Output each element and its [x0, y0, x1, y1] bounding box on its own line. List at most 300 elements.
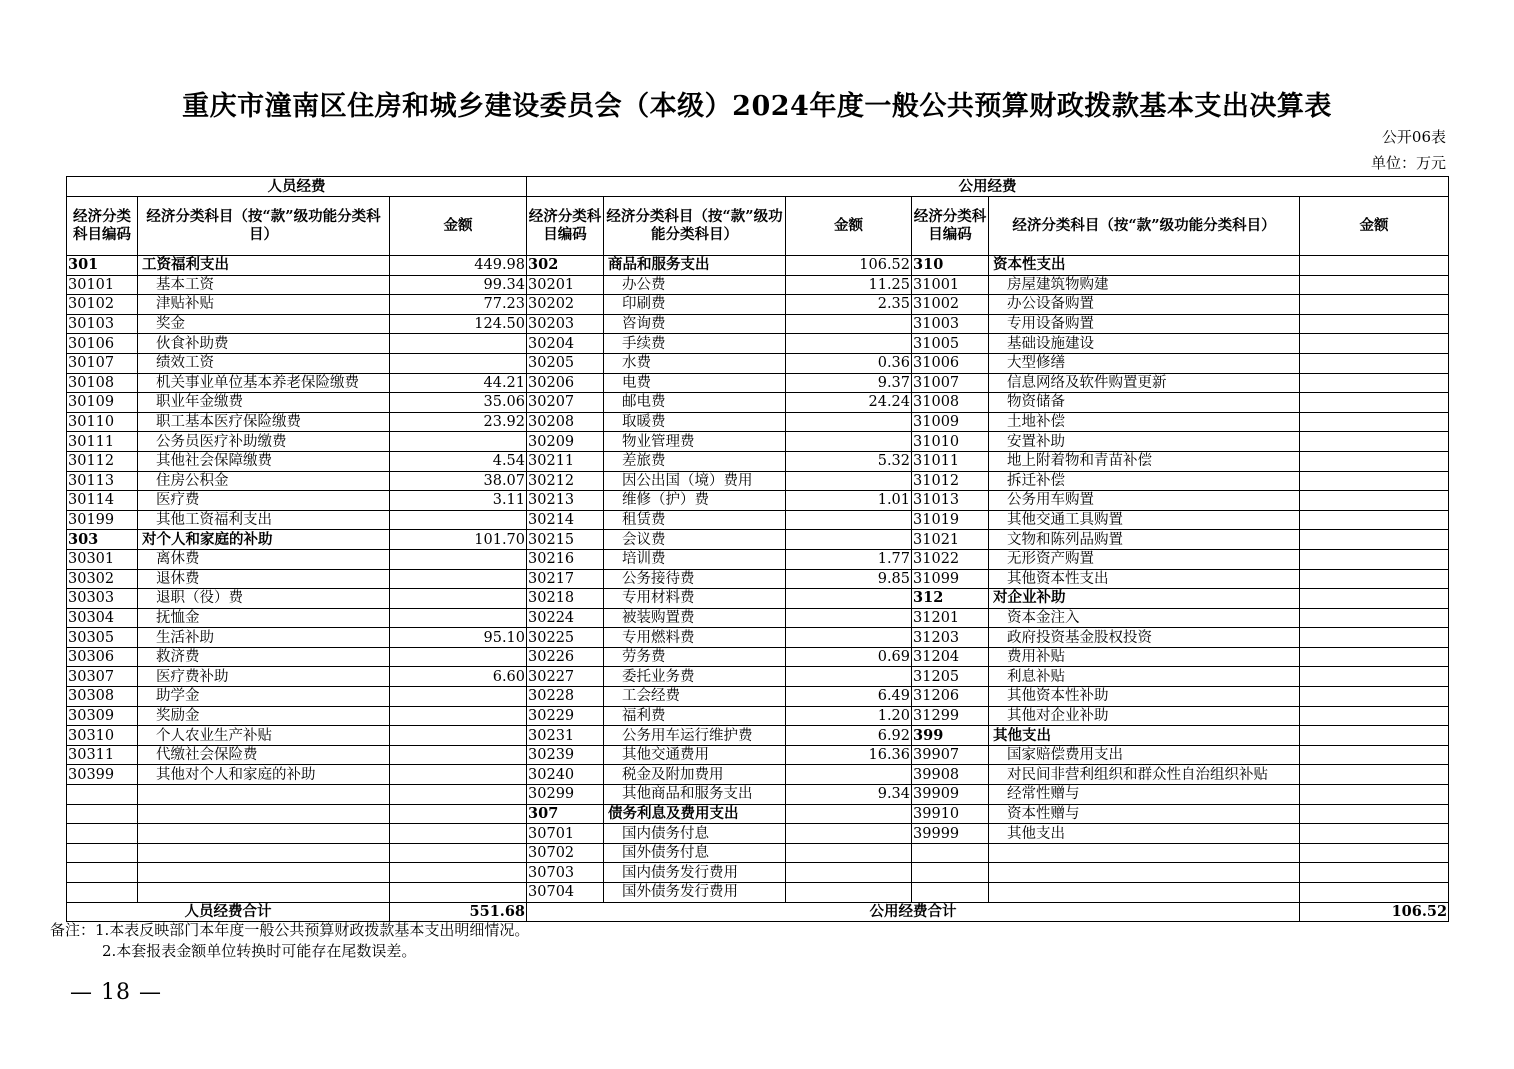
amount-cell — [1300, 275, 1449, 295]
amount-cell: 3.11 — [390, 491, 527, 511]
table-row — [67, 765, 1449, 785]
code-cell: 303 — [67, 530, 138, 550]
code-cell: 31003 — [912, 314, 989, 334]
name-cell: 职业年金缴费 — [138, 393, 390, 413]
amount-cell — [390, 765, 527, 785]
table-row — [67, 314, 1449, 334]
code-cell: 31206 — [912, 687, 989, 707]
code-cell: 30309 — [67, 706, 138, 726]
header-code: 经济分类科目编码 — [527, 197, 604, 256]
amount-cell: 106.52 — [786, 256, 912, 276]
code-cell: 30229 — [527, 706, 604, 726]
amount-cell: 77.23 — [390, 295, 527, 315]
public-total-value: 106.52 — [1300, 902, 1449, 922]
name-cell: 专用燃料费 — [604, 628, 786, 648]
amount-cell — [1300, 667, 1449, 687]
code-cell: 30231 — [527, 726, 604, 746]
amount-cell — [786, 765, 912, 785]
name-cell: 国家赔偿费用支出 — [989, 745, 1300, 765]
amount-cell — [1300, 804, 1449, 824]
name-cell: 职工基本医疗保险缴费 — [138, 412, 390, 432]
code-cell: 30224 — [527, 608, 604, 628]
amount-cell: 99.34 — [390, 275, 527, 295]
name-cell: 手续费 — [604, 334, 786, 354]
amount-cell — [786, 314, 912, 334]
code-cell: 30301 — [67, 549, 138, 569]
name-cell: 咨询费 — [604, 314, 786, 334]
name-cell: 绩效工资 — [138, 353, 390, 373]
code-cell: 39908 — [912, 765, 989, 785]
amount-cell — [1300, 256, 1449, 276]
code-cell: 30212 — [527, 471, 604, 491]
code-cell: 39907 — [912, 745, 989, 765]
code-cell — [67, 785, 138, 805]
amount-cell — [390, 647, 527, 667]
table-row — [67, 432, 1449, 452]
code-cell: 31019 — [912, 510, 989, 530]
code-cell: 30209 — [527, 432, 604, 452]
table-row — [67, 863, 1449, 883]
amount-cell — [390, 883, 527, 903]
amount-cell: 2.35 — [786, 295, 912, 315]
table-row — [67, 628, 1449, 648]
amount-cell: 38.07 — [390, 471, 527, 491]
name-cell: 其他支出 — [989, 824, 1300, 844]
code-cell: 31022 — [912, 549, 989, 569]
amount-cell — [1300, 785, 1449, 805]
page-number: — 18 — — [70, 980, 162, 1005]
name-cell: 其他工资福利支出 — [138, 510, 390, 530]
amount-cell — [786, 334, 912, 354]
table-row — [67, 608, 1449, 628]
amount-cell — [1300, 295, 1449, 315]
code-cell: 30306 — [67, 647, 138, 667]
code-cell: 30305 — [67, 628, 138, 648]
name-cell: 培训费 — [604, 549, 786, 569]
name-cell: 房屋建筑物购建 — [989, 275, 1300, 295]
name-cell — [989, 863, 1300, 883]
note-1: 备注：1.本表反映部门本年度一般公共预算财政拨款基本支出明细情况。 — [50, 921, 530, 939]
header-amount: 金额 — [786, 197, 912, 256]
amount-cell: 124.50 — [390, 314, 527, 334]
amount-cell — [1300, 334, 1449, 354]
name-cell: 无形资产购置 — [989, 549, 1300, 569]
code-cell: 30216 — [527, 549, 604, 569]
amount-cell — [390, 353, 527, 373]
name-cell: 地上附着物和青苗补偿 — [989, 451, 1300, 471]
name-cell: 公务接待费 — [604, 569, 786, 589]
code-cell: 30704 — [527, 883, 604, 903]
table-row — [67, 295, 1449, 315]
table-row — [67, 491, 1449, 511]
amount-cell — [786, 628, 912, 648]
name-cell: 基础设施建设 — [989, 334, 1300, 354]
amount-cell — [1300, 843, 1449, 863]
page-title: 重庆市潼南区住房和城乡建设委员会（本级）2024年度一般公共预算财政拨款基本支出决算表 — [182, 91, 1332, 122]
code-cell: 31013 — [912, 491, 989, 511]
name-cell: 代缴社会保险费 — [138, 745, 390, 765]
amount-cell — [390, 432, 527, 452]
amount-cell — [1300, 353, 1449, 373]
code-cell — [67, 824, 138, 844]
name-cell: 取暖费 — [604, 412, 786, 432]
amount-cell — [390, 824, 527, 844]
name-cell: 电费 — [604, 373, 786, 393]
name-cell: 资本性赠与 — [989, 804, 1300, 824]
code-cell: 31010 — [912, 432, 989, 452]
code-cell — [67, 843, 138, 863]
amount-cell — [786, 883, 912, 903]
table-row — [67, 824, 1449, 844]
name-cell: 奖励金 — [138, 706, 390, 726]
code-cell: 31005 — [912, 334, 989, 354]
note-2: 2.本套报表金额单位转换时可能存在尾数误差。 — [102, 942, 417, 960]
header-name: 经济分类科目（按“款”级功能分类科目） — [604, 197, 786, 256]
code-cell: 30311 — [67, 745, 138, 765]
header-amount: 金额 — [390, 197, 527, 256]
name-cell — [138, 804, 390, 824]
code-cell: 30227 — [527, 667, 604, 687]
code-cell: 39910 — [912, 804, 989, 824]
amount-cell: 9.34 — [786, 785, 912, 805]
amount-cell — [390, 608, 527, 628]
name-cell: 拆迁补偿 — [989, 471, 1300, 491]
name-cell: 专用材料费 — [604, 589, 786, 609]
amount-cell: 0.36 — [786, 353, 912, 373]
amount-cell: 6.49 — [786, 687, 912, 707]
code-cell: 30101 — [67, 275, 138, 295]
name-cell: 信息网络及软件购置更新 — [989, 373, 1300, 393]
header-name: 经济分类科目（按“款”级功能分类科目） — [989, 197, 1300, 256]
code-cell: 30199 — [67, 510, 138, 530]
name-cell: 邮电费 — [604, 393, 786, 413]
code-cell: 31007 — [912, 373, 989, 393]
code-cell: 30703 — [527, 863, 604, 883]
name-cell: 对企业补助 — [989, 589, 1300, 609]
code-cell: 31099 — [912, 569, 989, 589]
amount-cell — [390, 863, 527, 883]
name-cell: 印刷费 — [604, 295, 786, 315]
header-amount: 金额 — [1300, 197, 1449, 256]
name-cell: 机关事业单位基本养老保险缴费 — [138, 373, 390, 393]
amount-cell — [1300, 726, 1449, 746]
name-cell: 安置补助 — [989, 432, 1300, 452]
name-cell — [989, 843, 1300, 863]
amount-cell — [1300, 530, 1449, 550]
name-cell: 委托业务费 — [604, 667, 786, 687]
code-cell: 30205 — [527, 353, 604, 373]
code-cell: 30204 — [527, 334, 604, 354]
amount-cell: 0.69 — [786, 647, 912, 667]
name-cell: 文物和陈列品购置 — [989, 530, 1300, 550]
code-cell: 31009 — [912, 412, 989, 432]
amount-cell — [1300, 706, 1449, 726]
code-cell: 31006 — [912, 353, 989, 373]
table-row — [67, 843, 1449, 863]
amount-cell: 95.10 — [390, 628, 527, 648]
code-cell: 30211 — [527, 451, 604, 471]
code-cell: 31012 — [912, 471, 989, 491]
code-cell: 31205 — [912, 667, 989, 687]
code-cell: 30109 — [67, 393, 138, 413]
amount-cell: 1.77 — [786, 549, 912, 569]
amount-cell — [390, 706, 527, 726]
name-cell: 商品和服务支出 — [604, 256, 786, 276]
name-cell: 资本性支出 — [989, 256, 1300, 276]
name-cell: 工资福利支出 — [138, 256, 390, 276]
code-cell: 30226 — [527, 647, 604, 667]
name-cell — [138, 824, 390, 844]
code-cell: 30701 — [527, 824, 604, 844]
amount-cell — [786, 510, 912, 530]
amount-cell — [1300, 569, 1449, 589]
name-cell: 离休费 — [138, 549, 390, 569]
name-cell: 国内债务发行费用 — [604, 863, 786, 883]
code-cell: 30702 — [527, 843, 604, 863]
name-cell: 退休费 — [138, 569, 390, 589]
table-row — [67, 373, 1449, 393]
amount-cell — [1300, 608, 1449, 628]
amount-cell — [1300, 432, 1449, 452]
code-cell: 39909 — [912, 785, 989, 805]
code-cell: 30215 — [527, 530, 604, 550]
name-cell: 其他交通工具购置 — [989, 510, 1300, 530]
form-number: 公开06表 — [1381, 128, 1446, 146]
amount-cell — [786, 804, 912, 824]
name-cell: 基本工资 — [138, 275, 390, 295]
code-cell: 31204 — [912, 647, 989, 667]
public-total-label: 公用经费合计 — [527, 902, 1300, 922]
amount-cell — [786, 824, 912, 844]
amount-cell — [786, 432, 912, 452]
amount-cell: 4.54 — [390, 451, 527, 471]
name-cell: 办公费 — [604, 275, 786, 295]
code-cell: 30217 — [527, 569, 604, 589]
name-cell: 对个人和家庭的补助 — [138, 530, 390, 550]
table-row — [67, 667, 1449, 687]
name-cell: 维修（护）费 — [604, 491, 786, 511]
code-cell: 301 — [67, 256, 138, 276]
code-cell: 30228 — [527, 687, 604, 707]
table-row — [67, 589, 1449, 609]
amount-cell — [786, 667, 912, 687]
name-cell: 医疗费 — [138, 491, 390, 511]
amount-cell: 1.20 — [786, 706, 912, 726]
name-cell: 物业管理费 — [604, 432, 786, 452]
notes — [50, 920, 529, 962]
name-cell: 大型修缮 — [989, 353, 1300, 373]
amount-cell — [1300, 314, 1449, 334]
table-row — [67, 471, 1449, 491]
name-cell: 其他对企业补助 — [989, 706, 1300, 726]
name-cell: 退职（役）费 — [138, 589, 390, 609]
code-cell — [912, 883, 989, 903]
code-cell: 30112 — [67, 451, 138, 471]
name-cell: 被装购置费 — [604, 608, 786, 628]
amount-cell — [1300, 589, 1449, 609]
amount-cell: 9.37 — [786, 373, 912, 393]
code-cell: 30225 — [527, 628, 604, 648]
name-cell: 税金及附加费用 — [604, 765, 786, 785]
amount-cell: 16.36 — [786, 745, 912, 765]
amount-cell — [1300, 471, 1449, 491]
amount-cell — [786, 843, 912, 863]
table-row — [67, 647, 1449, 667]
amount-cell — [1300, 745, 1449, 765]
name-cell: 国内债务付息 — [604, 824, 786, 844]
code-cell: 30111 — [67, 432, 138, 452]
table-row — [67, 745, 1449, 765]
code-cell: 30240 — [527, 765, 604, 785]
amount-cell — [786, 608, 912, 628]
name-cell: 差旅费 — [604, 451, 786, 471]
code-cell: 31002 — [912, 295, 989, 315]
code-cell: 31001 — [912, 275, 989, 295]
name-cell: 生活补助 — [138, 628, 390, 648]
amount-cell — [390, 843, 527, 863]
amount-cell — [390, 334, 527, 354]
name-cell — [138, 863, 390, 883]
expenditure-table — [66, 176, 1449, 922]
code-cell: 30106 — [67, 334, 138, 354]
amount-cell — [390, 785, 527, 805]
amount-cell — [1300, 451, 1449, 471]
code-cell: 31299 — [912, 706, 989, 726]
amount-cell — [1300, 863, 1449, 883]
amount-cell: 24.24 — [786, 393, 912, 413]
table-row — [67, 334, 1449, 354]
amount-cell: 449.98 — [390, 256, 527, 276]
amount-cell — [1300, 510, 1449, 530]
table-row — [67, 393, 1449, 413]
code-cell: 30108 — [67, 373, 138, 393]
code-cell: 30308 — [67, 687, 138, 707]
table-row — [67, 256, 1449, 276]
amount-cell — [1300, 412, 1449, 432]
group-personnel: 人员经费 — [67, 177, 527, 197]
code-cell: 30303 — [67, 589, 138, 609]
table-row — [67, 530, 1449, 550]
name-cell: 费用补贴 — [989, 647, 1300, 667]
code-cell: 30114 — [67, 491, 138, 511]
table-row — [67, 569, 1449, 589]
name-cell: 政府投资基金股权投资 — [989, 628, 1300, 648]
name-cell: 租赁费 — [604, 510, 786, 530]
code-cell: 31021 — [912, 530, 989, 550]
name-cell: 水费 — [604, 353, 786, 373]
name-cell: 其他资本性补助 — [989, 687, 1300, 707]
amount-cell — [1300, 687, 1449, 707]
name-cell: 利息补贴 — [989, 667, 1300, 687]
code-cell: 30399 — [67, 765, 138, 785]
code-cell — [67, 863, 138, 883]
amount-cell: 101.70 — [390, 530, 527, 550]
name-cell: 其他社会保障缴费 — [138, 451, 390, 471]
code-cell: 310 — [912, 256, 989, 276]
amount-cell — [390, 745, 527, 765]
table-row — [67, 510, 1449, 530]
code-cell: 30310 — [67, 726, 138, 746]
amount-cell: 23.92 — [390, 412, 527, 432]
group-public: 公用经费 — [527, 177, 1449, 197]
code-cell: 30213 — [527, 491, 604, 511]
name-cell: 经常性赠与 — [989, 785, 1300, 805]
code-cell: 31011 — [912, 451, 989, 471]
amount-cell: 6.60 — [390, 667, 527, 687]
code-cell: 30206 — [527, 373, 604, 393]
code-cell: 30102 — [67, 295, 138, 315]
table-row — [67, 726, 1449, 746]
amount-cell — [1300, 628, 1449, 648]
table-row — [67, 883, 1449, 903]
name-cell: 伙食补助费 — [138, 334, 390, 354]
name-cell: 奖金 — [138, 314, 390, 334]
name-cell: 其他交通费用 — [604, 745, 786, 765]
amount-cell — [390, 589, 527, 609]
name-cell: 因公出国（境）费用 — [604, 471, 786, 491]
name-cell: 其他资本性支出 — [989, 569, 1300, 589]
code-cell: 30113 — [67, 471, 138, 491]
code-cell: 31203 — [912, 628, 989, 648]
table-row — [67, 804, 1449, 824]
code-cell: 30201 — [527, 275, 604, 295]
name-cell: 物资储备 — [989, 393, 1300, 413]
code-cell: 30103 — [67, 314, 138, 334]
code-cell: 30110 — [67, 412, 138, 432]
name-cell: 住房公积金 — [138, 471, 390, 491]
name-cell: 国外债务付息 — [604, 843, 786, 863]
amount-cell — [1300, 373, 1449, 393]
name-cell: 个人农业生产补贴 — [138, 726, 390, 746]
amount-cell — [390, 569, 527, 589]
amount-cell — [1300, 393, 1449, 413]
amount-cell — [1300, 647, 1449, 667]
code-cell: 399 — [912, 726, 989, 746]
name-cell: 国外债务发行费用 — [604, 883, 786, 903]
amount-cell: 44.21 — [390, 373, 527, 393]
name-cell: 救济费 — [138, 647, 390, 667]
name-cell: 专用设备购置 — [989, 314, 1300, 334]
amount-cell — [390, 687, 527, 707]
amount-cell: 11.25 — [786, 275, 912, 295]
header-code: 经济分类科目编码 — [67, 197, 138, 256]
name-cell: 其他对个人和家庭的补助 — [138, 765, 390, 785]
amount-cell — [1300, 883, 1449, 903]
amount-cell: 35.06 — [390, 393, 527, 413]
table-row — [67, 706, 1449, 726]
name-cell: 公务用车购置 — [989, 491, 1300, 511]
code-cell: 30203 — [527, 314, 604, 334]
amount-cell — [1300, 765, 1449, 785]
totals-row — [67, 902, 1449, 922]
amount-cell — [786, 471, 912, 491]
unit-label: 单位：万元 — [1370, 154, 1446, 172]
table-row — [67, 412, 1449, 432]
header-code: 经济分类科目编码 — [912, 197, 989, 256]
name-cell: 会议费 — [604, 530, 786, 550]
name-cell: 办公设备购置 — [989, 295, 1300, 315]
amount-cell — [390, 726, 527, 746]
name-cell: 公务员医疗补助缴费 — [138, 432, 390, 452]
amount-cell: 6.92 — [786, 726, 912, 746]
name-cell — [138, 785, 390, 805]
amount-cell — [1300, 491, 1449, 511]
name-cell: 其他商品和服务支出 — [604, 785, 786, 805]
name-cell: 津贴补贴 — [138, 295, 390, 315]
name-cell: 公务用车运行维护费 — [604, 726, 786, 746]
name-cell — [138, 843, 390, 863]
code-cell: 31008 — [912, 393, 989, 413]
